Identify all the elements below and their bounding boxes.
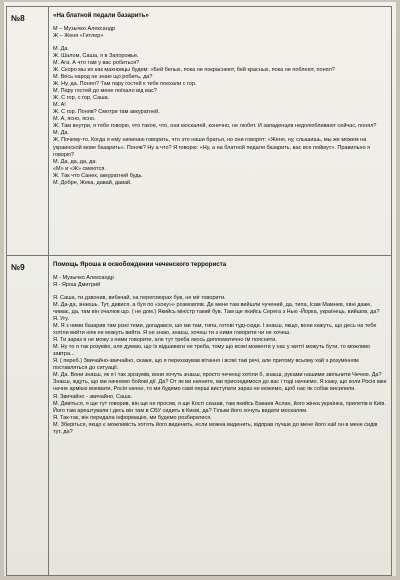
section-title: «На блатной педали базарить»	[53, 12, 149, 19]
section-content	[53, 12, 387, 187]
dialogue-line: Ж. Ну, да. Понял? Там пару гостей к тебе поехали с гор.	[53, 81, 197, 88]
section-number: №9	[7, 256, 49, 576]
dialogue	[53, 295, 387, 436]
dialogue	[53, 46, 387, 187]
section-number: №8	[7, 7, 49, 255]
dialogue-line: М. Да. Вони знаєш, як я і так зрозумів, вони хочуть знаєш, просто чеченці хотіли б, знаєш, руками нашими звільнити Чечню. Да? Знаєш, ждуть, що ми начнемо бойові дії. Да? От як ви начнете, ми присоедимося до вас і тоді начнемо. Я кажу, що коли Росія вже начне армією воювати, Росія начне, то ми будемо самі перші виступати зараз не можемо, щоб нас як собак висилили.	[53, 372, 387, 393]
section-title: Помощь Яроша в освобождении чеченского террориста	[53, 261, 227, 268]
dialogue-line: М. А, ясно, ясно.	[53, 116, 96, 123]
cast-member: Я - Ярош Дмитрий	[53, 282, 101, 289]
cast-member: М - Музычко Александр	[53, 275, 114, 282]
dialogue-line: М. Дивіться, я ще тут говорив, він ще не просив, я ще Кості сказав, там якийсь Бакаев Аслан, його жінка українка, прилетів в Київ. Його там арештували і десь він там в СБУ сидить в Києві, да? Тільки його хочуть видати москалям.	[53, 400, 386, 414]
document-page	[4, 2, 396, 576]
dialogue-line: Ж. Там внутри, я тебе говорю, что такое, что, они москалей, конечно, не любят. И западенцев недолюбливают сейчас, понял?	[53, 123, 377, 130]
dialogue-line: М. Зберіться, якщо є можливість хотять його виденить, если можна виденить, відправ лучше до мене його хай он в мене сидів тут, да?	[53, 421, 378, 435]
dialogue-line: Ж. Почему-то. Когда я ему начинаю говорить, что это наши братья, но они говорят: «Женя, ну, слышишь, мы же можем на украинской мове базарить». Поняв? Ну а что? Я говорю: «Ну, а на блатной педали базарить, вас все поймут». Правильно я говорю?	[53, 137, 371, 158]
dialogue-line: «М» и «Ж» смеются.	[53, 165, 106, 172]
dialogue-line: Ж. С гор. Поняв? Смотри там аккуратней.	[53, 109, 160, 116]
dialogue-line: Я. Ти зараз я не можу з ними говорити, але тут треба якось дипломатично їм пояснити.	[53, 337, 277, 344]
dialogue-line: М. Добре, Жека, давай, давай.	[53, 179, 132, 186]
dialogue-line: Я. Так-так, він передала інформацію, ми будемо розбиратися.	[53, 414, 212, 421]
dialogue-line: Ж. С гор, с гор, Саша.	[53, 95, 110, 102]
dialogue-line: М. Да.	[53, 45, 69, 52]
dialogue-line: М. Да-да, знаешь. Тут, дивися, а буя по «хоку»» розмовляв. Де мене там вийшли чучений, да, типа, Ісам Мамнев, хвні даже, чимає, да, там він очалюв що. ( не дом.) Якийсь міністр такий був. Там ще якийсь Серега з Нью -Йорка, українець, вийшов, да?	[53, 301, 380, 315]
dialogue-line: М. Я з ними базарив там різні теми, догадався, шо ми там, типа, готові туді-сюди. І знаєш, якщо, вони кажуть, що десь на тебе хотіли вийти ніяк не можуть вийти. Я не знаю, знаєш, хочеш ти з ними говорити чи не хочеш.	[53, 323, 377, 337]
dialogue-line: Я. ( переб.) Звичайно-звичайно, скажи, що я перехазував вітання і всякі такі речі, але притому всьому хай з розумінням поставляться до ситуації.	[53, 358, 359, 372]
cast-member: М – Музычко Александр	[53, 26, 116, 33]
dialogue-line: М. Ага. А что там у вас робиться?	[53, 59, 140, 66]
section-8	[7, 7, 391, 256]
dialogue-line: М. Пару гостей до мене поїхало від вас?	[53, 88, 157, 95]
section-content	[53, 261, 387, 436]
dialogue-line: Ж. Так что Санек, аккуратней будь.	[53, 172, 143, 179]
dialogue-line: М. Да, да, да, да.	[53, 158, 97, 165]
dialogue-line: М. А!	[53, 102, 66, 109]
dialogue-line: Я. Саша, ти дзвонив, вибачай, на переговорах був, не міг говорити.	[53, 294, 226, 301]
dialogue-line: Ж. Скоро мы их как махновцы будем: «Бей белых, пока не покраснеют, бей красных, пока не поблеют, понял?	[53, 67, 335, 73]
dialogue-line: М. Да.	[53, 130, 69, 137]
dialogue-line: Я. Звичайно - звичайно, Саша.	[53, 393, 133, 400]
cast-member: Ж – Женя «Гитлер»	[53, 33, 104, 40]
section-9	[7, 256, 391, 576]
transcript-table	[6, 6, 392, 576]
cast-list	[53, 275, 387, 290]
dialogue-line: М. Весь народ не знаю що робить, да?	[53, 74, 153, 81]
dialogue-line: Я. Угу.	[53, 316, 70, 322]
cast-list	[53, 26, 387, 41]
dialogue-line: Ж. Шалом, Саша, я в Запорожье.	[53, 52, 139, 59]
dialogue-line: М. Ну то я так розумію, але думаю, що їх відшивати не треба, тому що всякі моменти у нас у житті можуть бути, то можливо завтра...	[53, 344, 371, 358]
